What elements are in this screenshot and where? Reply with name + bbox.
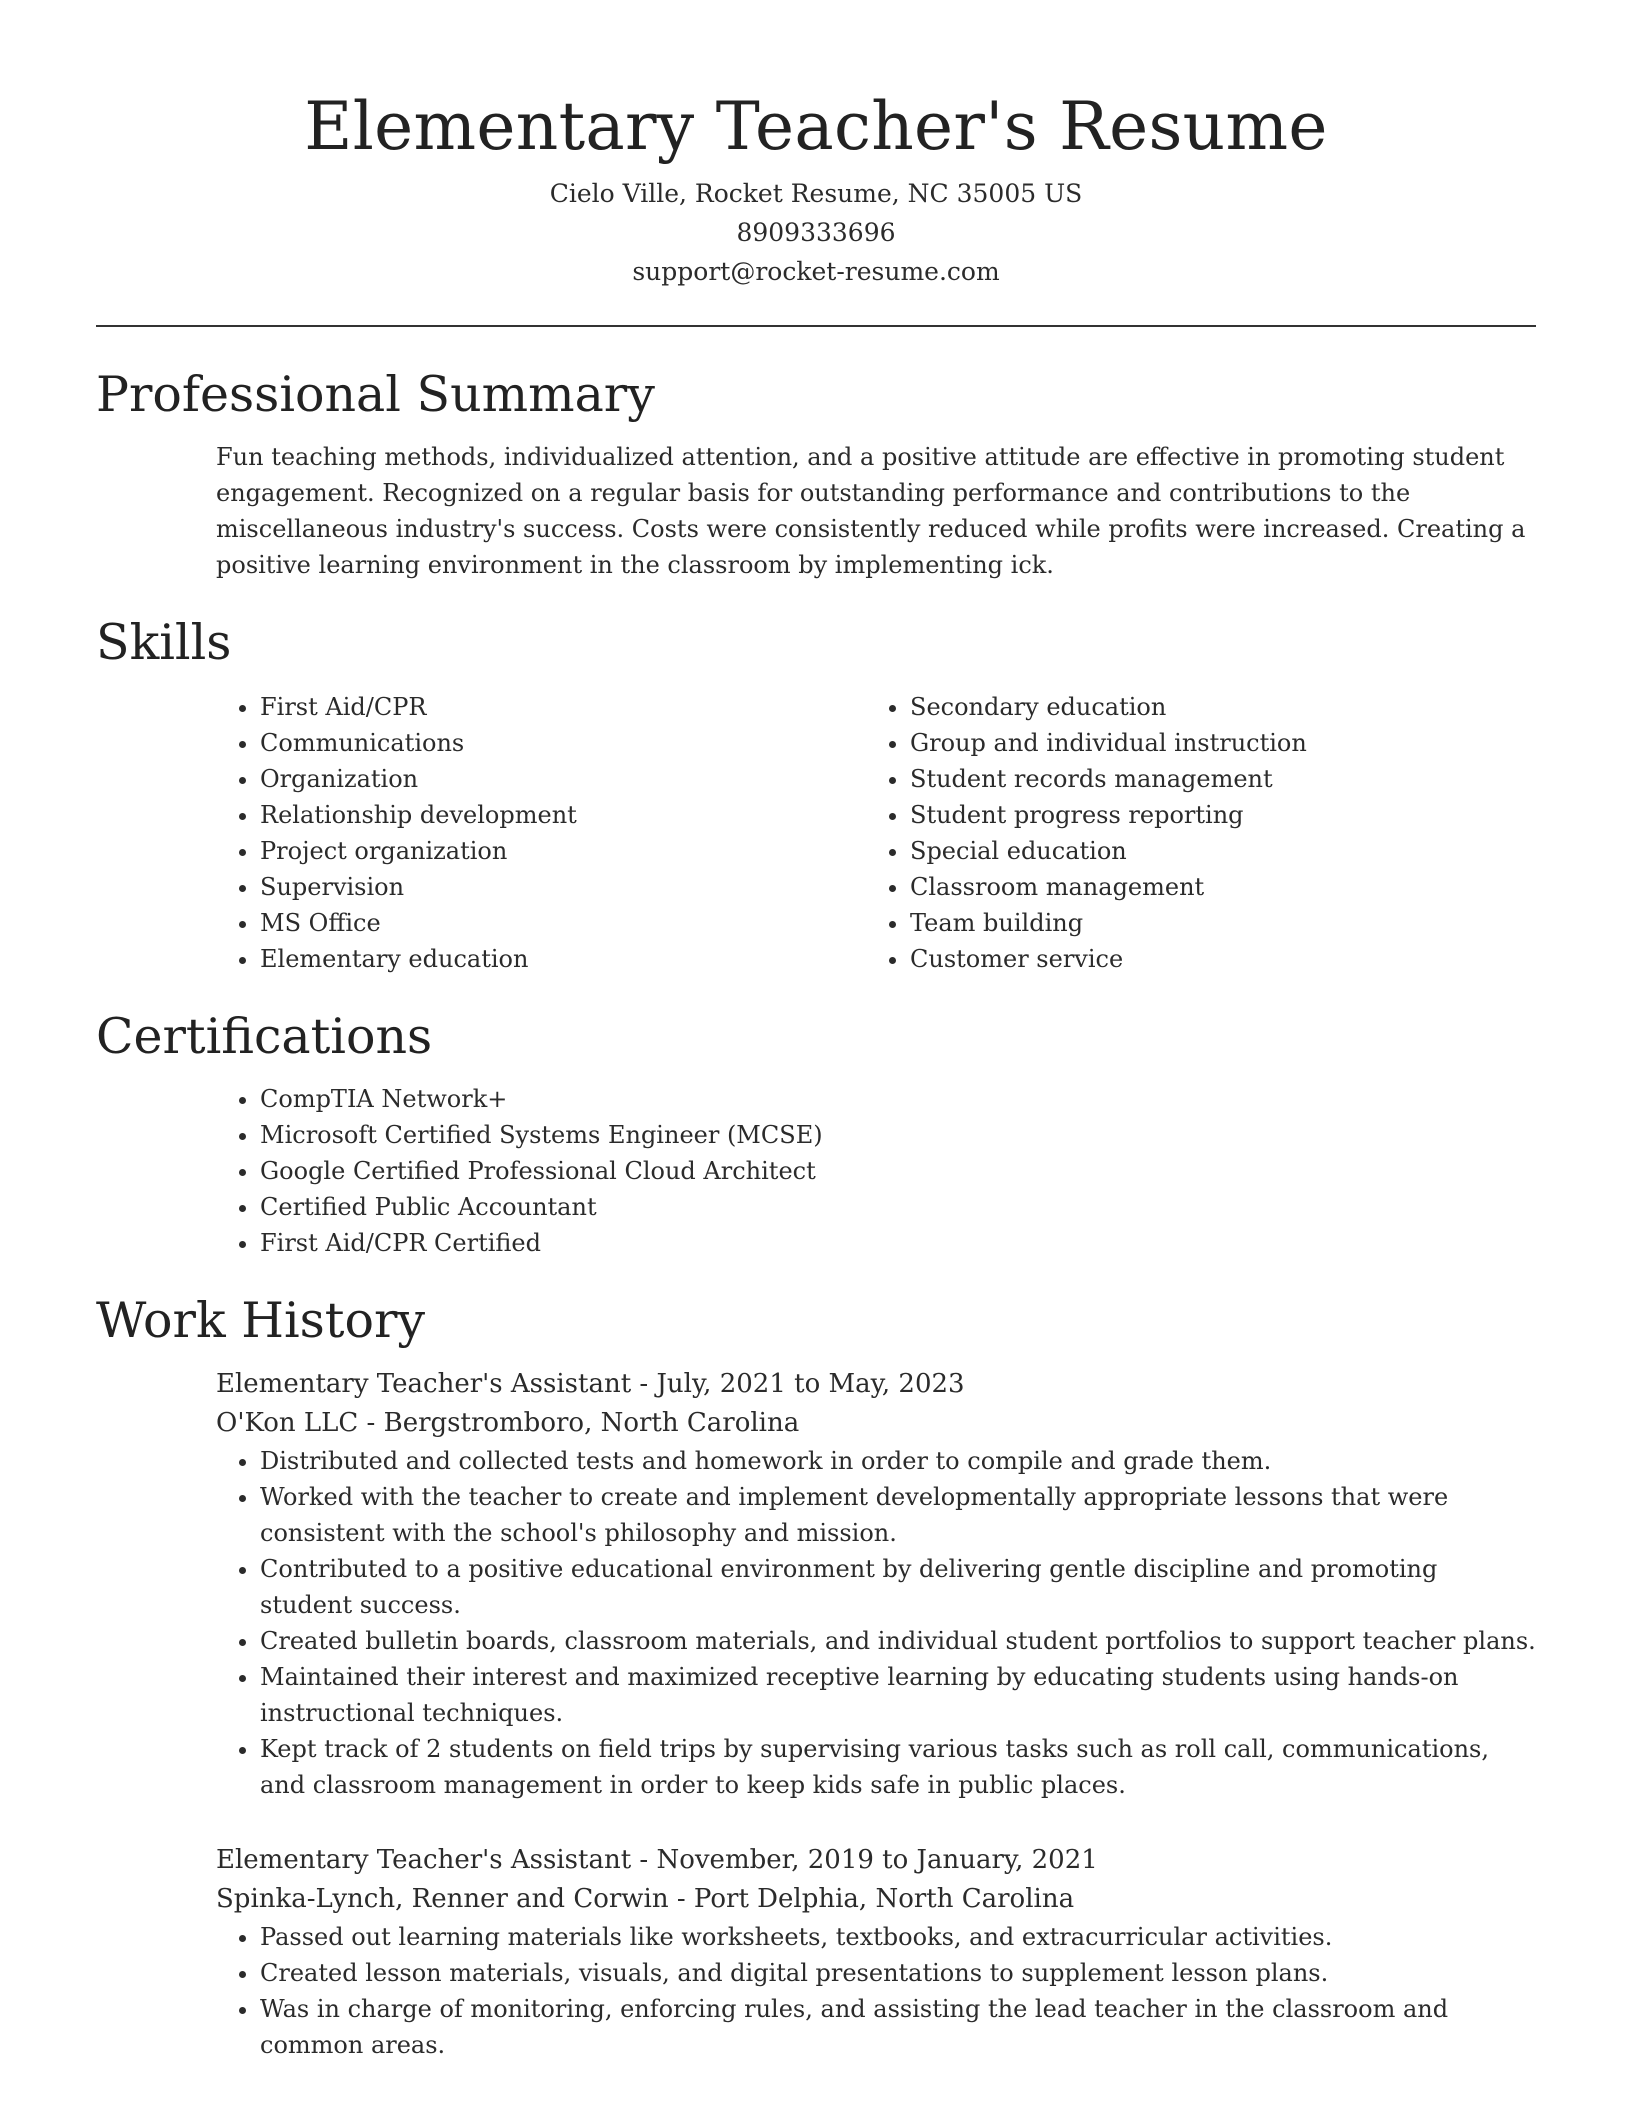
skill-item: • Customer service xyxy=(910,941,1516,977)
certification-item: • Microsoft Certified Systems Engineer (MCSE) xyxy=(260,1117,1536,1153)
certifications-heading: Certifications xyxy=(96,1008,433,1065)
skill-item: • Organization xyxy=(260,761,866,797)
job-duty: • Kept track of 2 students on field trips by supervising various tasks such as roll call, communications, and classroom management in order to keep kids safe in public places. xyxy=(260,1731,1536,1803)
summary-text: Fun teaching methods, individualized attention, and a positive attitude are effective in promoting student engagement. Recognized on a regular basis for outstanding performance and contributions to the miscellaneous industry's success. Costs were consistently reduced while profits were increased. Creating a positive learning environment in the classroom by implementing ick. xyxy=(216,443,1526,579)
skill-item: • Communications xyxy=(260,725,866,761)
work-history-section xyxy=(96,1289,1536,2063)
contact-address: Cielo Ville, Rocket Resume, NC 35005 US xyxy=(549,179,1083,208)
job-duty: • Contributed to a positive educational environment by delivering gentle discipline and promoting student success. xyxy=(260,1551,1536,1623)
job-company-line: O'Kon LLC - Bergstromboro, North Carolina xyxy=(216,1408,800,1438)
skill-item: • Relationship development xyxy=(260,797,866,833)
skills-section xyxy=(96,611,1536,977)
skills-column-left xyxy=(216,689,866,977)
contact-email: support@rocket-resume.com xyxy=(632,257,1000,286)
work-history-heading: Work History xyxy=(96,1292,426,1349)
job-duty: • Passed out learning materials like worksheets, textbooks, and extracurricular activities. xyxy=(260,1919,1536,1955)
job-duty: • Created bulletin boards, classroom materials, and individual student portfolios to support teacher plans. xyxy=(260,1623,1536,1659)
skill-item: • Elementary education xyxy=(260,941,866,977)
certifications-list xyxy=(216,1081,1536,1261)
job-company-line: Spinka-Lynch, Renner and Corwin - Port Delphia, North Carolina xyxy=(216,1884,1075,1914)
header-divider xyxy=(96,325,1536,327)
job-duty: • Maintained their interest and maximized receptive learning by educating students using hands-on instructional techniques. xyxy=(260,1659,1536,1731)
summary-heading: Professional Summary xyxy=(96,366,655,423)
skill-item: • Classroom management xyxy=(910,869,1516,905)
job-entry xyxy=(216,1841,1536,2063)
skill-item: • MS Office xyxy=(260,905,866,941)
certification-item: • CompTIA Network+ xyxy=(260,1081,1536,1117)
job-duty: • Created lesson materials, visuals, and digital presentations to supplement lesson plans. xyxy=(260,1955,1536,1991)
job-duty: • Distributed and collected tests and homework in order to compile and grade them. xyxy=(260,1443,1536,1479)
skill-item: • Special education xyxy=(910,833,1516,869)
resume-page xyxy=(96,0,1536,2063)
skill-item: • Project organization xyxy=(260,833,866,869)
skill-item: • Student records management xyxy=(910,761,1516,797)
contact-phone: 8909333696 xyxy=(736,218,896,247)
certification-item: • Certified Public Accountant xyxy=(260,1189,1536,1225)
skill-item: • Team building xyxy=(910,905,1516,941)
job-title-line: Elementary Teacher's Assistant - July, 2021 to May, 2023 xyxy=(216,1369,965,1399)
job-entry xyxy=(216,1365,1536,1803)
skill-item: • Student progress reporting xyxy=(910,797,1516,833)
skills-heading: Skills xyxy=(96,614,232,671)
job-duty: • Was in charge of monitoring, enforcing rules, and assisting the lead teacher in the classroom and common areas. xyxy=(260,1991,1536,2063)
certifications-section xyxy=(96,1005,1536,1261)
summary-section xyxy=(96,363,1536,583)
job-duties-list xyxy=(216,1443,1536,1803)
contact-info xyxy=(96,174,1536,291)
certification-item: • First Aid/CPR Certified xyxy=(260,1225,1536,1261)
skill-item: • Secondary education xyxy=(910,689,1516,725)
skill-item: • Group and individual instruction xyxy=(910,725,1516,761)
skills-grid xyxy=(216,689,1536,977)
certifications-list-wrap xyxy=(216,1081,1536,1261)
skill-item: • First Aid/CPR xyxy=(260,689,866,725)
skills-list-right xyxy=(866,689,1516,977)
skills-list-left xyxy=(216,689,866,977)
certification-item: • Google Certified Professional Cloud Architect xyxy=(260,1153,1536,1189)
skill-item: • Supervision xyxy=(260,869,866,905)
job-duty: • Worked with the teacher to create and implement developmentally appropriate lessons that were consistent with the school's philosophy and mission. xyxy=(260,1479,1536,1551)
job-duties-list xyxy=(216,1919,1536,2063)
job-title-line: Elementary Teacher's Assistant - November, 2019 to January, 2021 xyxy=(216,1845,1098,1875)
resume-title: Elementary Teacher's Resume xyxy=(304,88,1328,165)
skills-column-right xyxy=(866,689,1516,977)
resume-header xyxy=(96,0,1536,291)
